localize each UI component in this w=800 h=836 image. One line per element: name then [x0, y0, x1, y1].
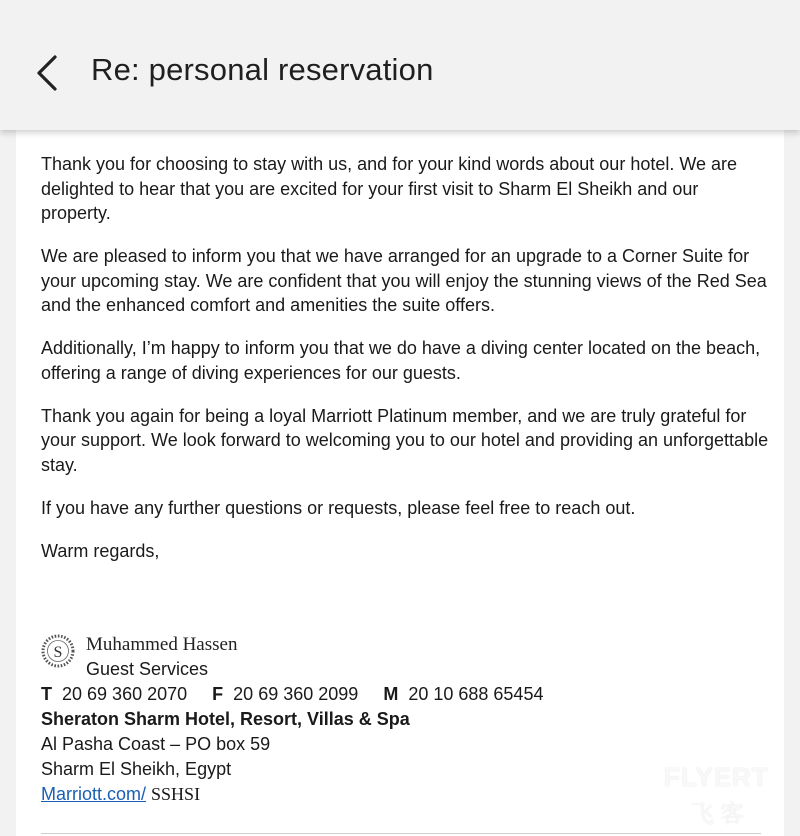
back-button[interactable]: [22, 46, 72, 100]
email-subject: Re: personal reservation: [91, 52, 434, 87]
message-paragraph: We are pleased to inform you that we have arranged for an upgrade to a Corner Suite for your upcoming stay. We are confident that you will enjoy the stunning views of the Red Sea and the enhanced comfort and amenities the suite offers.: [41, 246, 767, 315]
chevron-left-icon: [35, 54, 59, 92]
sheraton-logo-icon: [41, 634, 75, 668]
phone-m[interactable]: 20 10 688 65454: [408, 684, 544, 704]
website-line: [41, 782, 200, 807]
phone-label-f: F: [212, 684, 224, 704]
message-paragraph: Thank you for choosing to stay with us, and for your kind words about our hotel. We are delighted to hear that you are excited for your first visit to Sharm El Sheikh and our property.: [41, 154, 738, 223]
phone-f[interactable]: 20 69 360 2099: [233, 684, 359, 704]
phone-label-t: T: [41, 684, 52, 704]
property-code: SSHSI: [151, 784, 201, 804]
divider: [41, 833, 761, 834]
email-body: [16, 118, 784, 836]
message-paragraph: Thank you again for being a loyal Marriott Platinum member, and we are truly grateful for your support. We look forward to welcoming you to our hotel and providing an unforgettable stay.: [41, 405, 769, 475]
hotel-name: Sheraton Sharm Hotel, Resort, Villas & Spa: [41, 709, 410, 729]
address-line-1: Al Pasha Coast – PO box 59: [41, 734, 271, 754]
message-text: [41, 152, 771, 582]
sender-title: Guest Services: [86, 659, 209, 679]
address-line-2: Sharm El Sheikh, Egypt: [41, 759, 232, 779]
message-paragraph: Additionally, I’m happy to inform you that we do have a diving center located on the beach, offering a range of diving experiences for our guests.: [41, 338, 761, 383]
website-link[interactable]: Marriott.com/: [41, 784, 147, 804]
watermark-top: FLYERT: [664, 762, 769, 792]
sender-name: Muhammed Hassen: [86, 634, 238, 655]
message-paragraph: If you have any further questions or requests, please feel free to reach out.: [41, 497, 636, 518]
phone-t[interactable]: 20 69 360 2070: [62, 684, 188, 704]
sign-off: Warm regards,: [41, 540, 160, 561]
watermark-bottom: 飞客: [690, 801, 750, 828]
logo-letter: S: [53, 644, 63, 661]
phone-numbers: [41, 682, 543, 707]
phone-label-m: M: [383, 684, 399, 704]
header-bar: [0, 0, 800, 130]
